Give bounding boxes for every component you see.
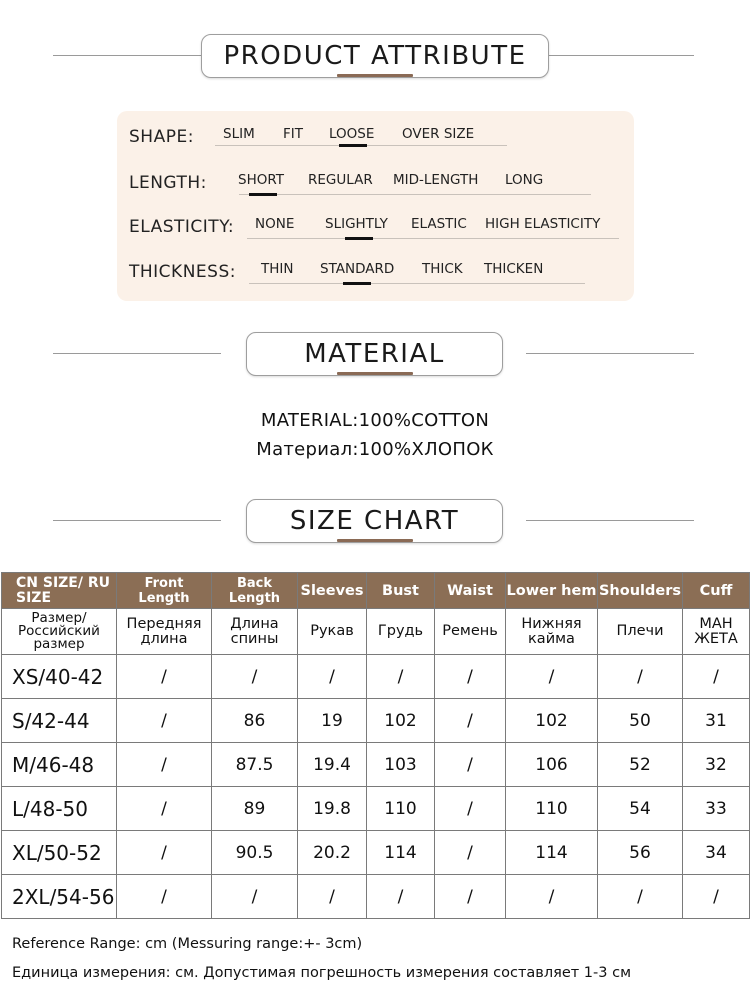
attribute-option-selected: STANDARD [320,261,395,277]
measurement-cell: 31 [683,699,750,743]
table-row [2,743,750,787]
size-cell: 2XL/54-56 [2,875,117,919]
section-title: PRODUCT ATTRIBUTE [201,34,549,78]
measurement-cell: / [435,699,506,743]
measurement-cell: / [506,655,598,699]
measurement-cell: / [298,655,367,699]
measurement-cell: / [212,875,298,919]
measurement-cell: 20.2 [298,831,367,875]
header-cell: Shoulders [598,573,683,609]
attribute-option: THIN [261,261,294,277]
measurement-cell: / [683,655,750,699]
measurement-cell: / [435,875,506,919]
header-cell: Waist [435,573,506,609]
title-underline [337,539,413,542]
header-cell: Sleeves [298,573,367,609]
reference-note-en: Reference Range: cm (Messuring range:+- 3cm) [12,936,363,952]
header-cell: МАН ЖЕТА [683,609,750,655]
measurement-cell: 50 [598,699,683,743]
selected-marker [345,237,373,240]
measurement-cell: 106 [506,743,598,787]
measurement-cell: / [117,743,212,787]
attribute-option: LONG [505,172,544,188]
header-cell: Грудь [367,609,435,655]
attribute-label: ELASTICITY: [129,217,235,237]
attribute-rule [247,238,619,239]
header-cell: Lower hem [506,573,598,609]
header-right-rule [526,353,694,354]
size-cell: S/42-44 [2,699,117,743]
header-left-rule [53,353,221,354]
measurement-cell: / [506,875,598,919]
measurement-cell: 34 [683,831,750,875]
measurement-cell: 87.5 [212,743,298,787]
measurement-cell: 110 [506,787,598,831]
measurement-cell: / [117,875,212,919]
attribute-option: ELASTIC [411,216,467,232]
section-title: SIZE CHART [246,499,503,543]
measurement-cell: 52 [598,743,683,787]
measurement-cell: / [435,787,506,831]
measurement-cell: / [117,655,212,699]
measurement-cell: / [598,655,683,699]
attribute-panel [117,111,634,301]
header-cell: Размер/ Российский размер [2,609,117,655]
size-chart-header [0,499,750,543]
material-text-ru: Материал:100%ХЛОПОК [256,439,494,460]
attribute-option: SLIM [223,126,255,142]
attribute-option-selected: SLIGHTLY [325,216,388,232]
table-row [2,875,750,919]
attribute-option: OVER SIZE [402,126,475,142]
size-cell: L/48-50 [2,787,117,831]
header-left-rule [53,520,221,521]
measurement-cell: 114 [367,831,435,875]
size-cell: M/46-48 [2,743,117,787]
attribute-row-thickness [129,256,629,286]
measurement-cell: 89 [212,787,298,831]
attribute-label: SHAPE: [129,127,194,147]
attribute-rule [239,194,591,195]
table-header-ru [2,609,750,655]
table-row [2,831,750,875]
measurement-cell: 54 [598,787,683,831]
attribute-option-selected: SHORT [238,172,284,188]
title-underline [337,74,413,77]
table-row [2,699,750,743]
attribute-row-shape [129,121,629,151]
selected-marker [343,282,371,285]
product-attribute-header [0,34,750,78]
section-title: MATERIAL [246,332,503,376]
measurement-cell: 33 [683,787,750,831]
attribute-option: REGULAR [308,172,373,188]
header-right-rule [526,520,694,521]
table-row [2,655,750,699]
table-row [2,787,750,831]
header-cell: Ремень [435,609,506,655]
measurement-cell: 19.4 [298,743,367,787]
material-header [0,332,750,376]
header-cell: Рукав [298,609,367,655]
table-body [2,655,750,919]
measurement-cell: / [435,655,506,699]
attribute-label: THICKNESS: [129,262,236,282]
material-text-en: MATERIAL:100%COTTON [260,410,490,431]
selected-marker [339,144,367,147]
attribute-option: NONE [255,216,295,232]
header-cell: CN SIZE/ RU SIZE [2,573,117,609]
measurement-cell: / [117,831,212,875]
header-cell: Back Length [212,573,298,609]
measurement-cell: 19.8 [298,787,367,831]
measurement-cell: / [367,655,435,699]
header-cell: Bust [367,573,435,609]
measurement-cell: 56 [598,831,683,875]
attribute-row-elasticity [129,211,634,241]
attribute-option: THICK [422,261,463,277]
measurement-cell: 32 [683,743,750,787]
attribute-label: LENGTH: [129,173,207,193]
header-right-rule [548,55,694,56]
selected-marker [249,193,277,196]
header-cell: Передняя длина [117,609,212,655]
measurement-cell: / [117,787,212,831]
attribute-option: HIGH ELASTICITY [485,216,601,232]
measurement-cell: / [212,655,298,699]
measurement-cell: / [598,875,683,919]
title-underline [337,372,413,375]
measurement-cell: / [683,875,750,919]
measurement-cell: / [435,831,506,875]
measurement-cell: / [435,743,506,787]
measurement-cell: 110 [367,787,435,831]
measurement-cell: 114 [506,831,598,875]
header-cell: Нижняя кайма [506,609,598,655]
header-cell: Длина спины [212,609,298,655]
measurement-cell: 103 [367,743,435,787]
header-cell: Front Length [117,573,212,609]
measurement-cell: 86 [212,699,298,743]
measurement-cell: 102 [367,699,435,743]
measurement-cell: 19 [298,699,367,743]
measurement-cell: / [367,875,435,919]
attribute-rule [249,283,585,284]
measurement-cell: 102 [506,699,598,743]
attribute-option-selected: LOOSE [329,126,375,142]
size-cell: XS/40-42 [2,655,117,699]
header-cell: Cuff [683,573,750,609]
attribute-option: THICKEN [484,261,544,277]
size-cell: XL/50-52 [2,831,117,875]
header-left-rule [53,55,201,56]
table-header-en [2,573,750,609]
attribute-row-length [129,167,629,197]
measurement-cell: 90.5 [212,831,298,875]
measurement-cell: / [117,699,212,743]
attribute-option: MID-LENGTH [393,172,479,188]
attribute-option: FIT [283,126,303,142]
header-cell: Плечи [598,609,683,655]
size-chart-table [1,572,750,919]
reference-note-ru: Единица измерения: см. Допустимая погрешность измерения составляет 1-3 см [12,965,632,981]
measurement-cell: / [298,875,367,919]
